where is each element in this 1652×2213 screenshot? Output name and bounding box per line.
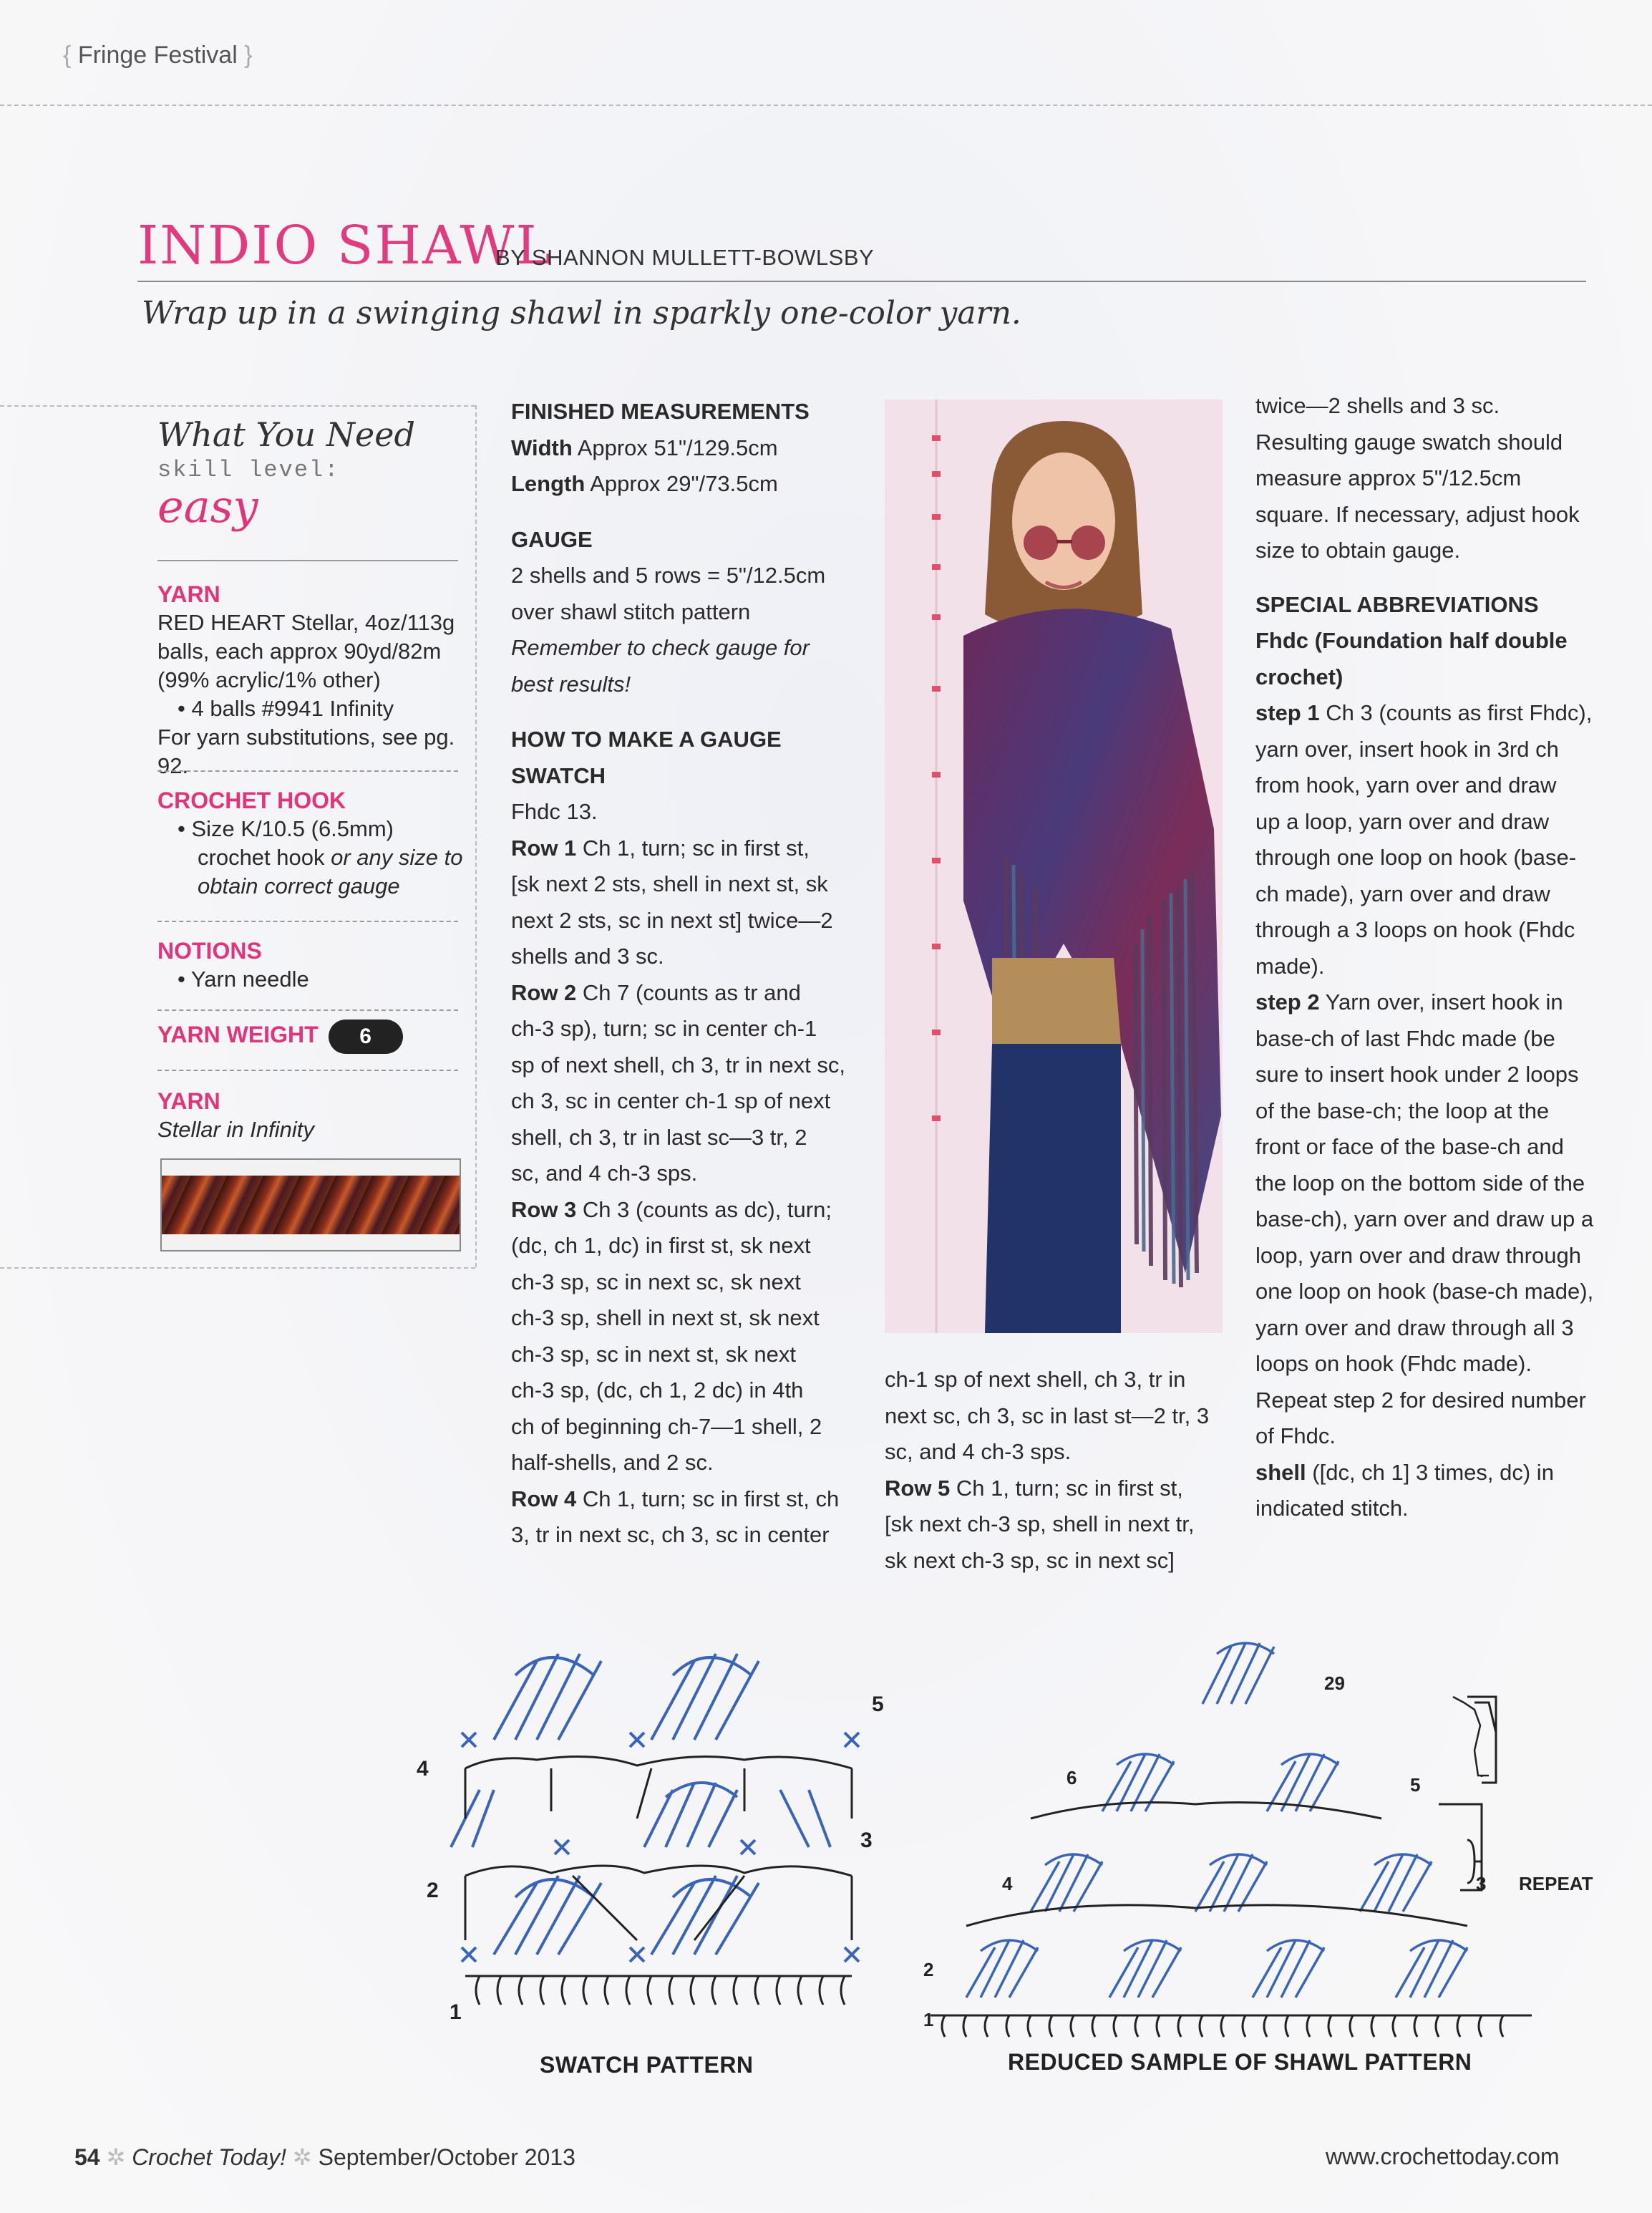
notions-line: • Yarn needle: [178, 967, 309, 992]
instruction-text: Fhdc 13.: [511, 799, 598, 824]
swatch-caption: SWATCH PATTERN: [540, 2052, 754, 2078]
instruction-text: from hook, yarn over and draw: [1255, 773, 1557, 798]
sidebar-divider: [157, 1070, 458, 1071]
column-abbreviations: [1255, 388, 1628, 1527]
instruction-line: [885, 1543, 1243, 1579]
instruction-text: ch-1 sp of next shell, ch 3, tr in: [885, 1367, 1186, 1392]
instruction-label: Row 1: [511, 835, 577, 861]
instruction-text: ch-3 sp, shell in next st, sk next: [511, 1305, 820, 1330]
instruction-line: [1255, 732, 1628, 768]
gauge-heading: GAUGE: [511, 526, 593, 552]
instruction-line: [511, 1047, 869, 1084]
hook-line: or any size to: [331, 845, 463, 870]
hook-line: • Size K/10.5 (6.5mm): [178, 816, 394, 841]
instruction-text: of the base-ch; the loop at the: [1255, 1098, 1550, 1123]
row-label: 29: [1324, 1672, 1345, 1694]
instruction-line: [1255, 1201, 1628, 1238]
instruction-text: sk next ch-3 sp, sc in next sc]: [885, 1547, 1175, 1573]
column-measurements: [511, 394, 869, 1554]
row-label: 1: [450, 2000, 462, 2024]
byline: BY SHANNON MULLETT-BOWLSBY: [495, 245, 875, 270]
yarn-line: (99% acrylic/1% other): [157, 667, 381, 692]
weight-heading: YARN WEIGHT: [157, 1022, 319, 1048]
header-divider: [0, 105, 1652, 106]
instruction-text: of Fhdc.: [1255, 1423, 1336, 1448]
instruction-line: [1255, 1238, 1628, 1274]
instruction-text: the loop on the bottom side of the: [1255, 1170, 1585, 1196]
hook-section: [157, 786, 472, 901]
gauge-result-line: size to obtain gauge.: [1255, 538, 1461, 563]
swatch-heading: SWATCH: [511, 762, 606, 788]
length-value: Approx 29"/73.5cm: [590, 471, 778, 496]
instruction-text: base-ch of last Fhdc made (be: [1255, 1025, 1555, 1051]
what-you-need-heading: What You Need: [157, 415, 415, 454]
instruction-text: Ch 3 (counts as first Fhdc),: [1319, 700, 1593, 725]
instruction-line: [511, 903, 869, 939]
width-label: Width: [511, 435, 573, 460]
fhdc-heading: Fhdc (Foundation half double: [1255, 628, 1568, 653]
sidebar-right-border: [475, 405, 477, 1267]
instruction-line: [1255, 1491, 1628, 1527]
section-tag: { Fringe Festival }: [63, 42, 253, 69]
yarn-line: For yarn substitutions, see pg. 92.: [157, 725, 455, 778]
instruction-line: [885, 1471, 1243, 1507]
yarn-line: RED HEART Stellar, 4oz/113g: [157, 610, 455, 635]
row-label: 3: [1476, 1873, 1487, 1894]
dek: Wrap up in a swinging shawl in sparkly one-color yarn.: [142, 295, 1021, 331]
instruction-text: (dc, ch 1, dc) in first st, sk next: [511, 1233, 811, 1258]
instruction-line: [885, 1506, 1243, 1543]
gauge-result-line: Resulting gauge swatch should: [1255, 429, 1563, 455]
instruction-text: yarn over and draw through all 3: [1255, 1314, 1574, 1340]
instruction-text: sp of next shell, ch 3, tr in next sc,: [511, 1052, 845, 1078]
instruction-text: through one loop on hook (base-: [1255, 845, 1577, 870]
instruction-text: Ch 7 (counts as tr and: [576, 979, 801, 1005]
instruction-text: ch 3, sc in center ch-1 sp of next: [511, 1088, 831, 1113]
swatch-instructions: [511, 794, 869, 1554]
instruction-line: [1255, 1382, 1628, 1419]
model-photo: [885, 399, 1223, 1333]
instruction-line: [511, 1445, 869, 1481]
instruction-text: through a 3 loops on hook (Fhdc: [1255, 917, 1575, 942]
notions-section: [157, 936, 472, 994]
title-rule: [137, 281, 1586, 282]
instruction-line: [1255, 1418, 1628, 1455]
swatch-pattern-diagram: [408, 1632, 895, 2033]
instruction-text: Ch 1, turn; sc in first st, ch: [576, 1486, 840, 1511]
instruction-text: up a loop, yarn over and draw: [1255, 808, 1550, 834]
instruction-line: [1255, 1310, 1628, 1347]
yarn-weight-badge: 6: [329, 1020, 403, 1054]
instruction-line: [511, 1192, 869, 1229]
instruction-text: sc, and 4 ch-3 sps.: [511, 1161, 698, 1186]
sidebar-rule: [157, 560, 458, 561]
instruction-text: next sc, ch 3, sc in last st—2 tr, 3: [885, 1403, 1210, 1428]
instruction-line: [1255, 840, 1628, 876]
instruction-line: [511, 1120, 869, 1156]
instruction-line: [885, 1398, 1243, 1435]
instruction-line: [1255, 1021, 1628, 1057]
instruction-label: shell: [1255, 1459, 1306, 1485]
instruction-line: [885, 1434, 1243, 1471]
instruction-line: [1255, 1057, 1628, 1093]
hook-line: crochet hook: [198, 845, 325, 870]
instruction-text: one loop on hook (base-ch made),: [1255, 1279, 1594, 1304]
fhdc-heading: crochet): [1255, 664, 1344, 689]
instruction-line: [511, 939, 869, 975]
abbreviations-heading: SPECIAL ABBREVIATIONS: [1255, 591, 1539, 617]
sidebar-divider: [157, 1009, 458, 1011]
row-label: 1: [923, 2009, 934, 2030]
page-number: 54: [74, 2144, 100, 2170]
instruction-line: [511, 1156, 869, 1192]
instruction-text: ([dc, ch 1] 3 times, dc) in: [1306, 1459, 1554, 1485]
gauge-note: best results!: [511, 671, 631, 697]
instruction-text: sure to insert hook under 2 loops: [1255, 1062, 1579, 1087]
instruction-line: [1255, 1166, 1628, 1202]
sidebar-divider: [157, 921, 458, 922]
row-label: 4: [1002, 1873, 1013, 1894]
column-continued: [885, 1362, 1243, 1579]
instruction-label: Row 5: [885, 1475, 951, 1501]
sidebar-top-border: [0, 405, 475, 407]
instruction-text: front or face of the base-ch and: [1255, 1134, 1564, 1159]
issue-date: September/October 2013: [318, 2144, 575, 2170]
hook-line: obtain correct gauge: [198, 873, 400, 899]
row-instructions: [885, 1362, 1243, 1579]
yarn-heading: YARN: [157, 581, 220, 607]
instruction-line: [1255, 984, 1628, 1021]
yarn-swatch-image: [160, 1158, 461, 1251]
swatch-heading: HOW TO MAKE A GAUGE: [511, 727, 782, 752]
instruction-label: Row 2: [511, 979, 577, 1005]
instruction-label: step 1: [1255, 700, 1320, 725]
gauge-result-line: square. If necessary, adjust hook: [1255, 501, 1580, 527]
instruction-line: [1255, 912, 1628, 949]
instruction-text: next 2 sts, sc in next st] twice—2: [511, 907, 833, 933]
yarn-line: • 4 balls #9941 Infinity: [178, 696, 394, 721]
gauge-note: Remember to check gauge for: [511, 635, 810, 660]
instruction-text: shell, ch 3, tr in last sc—3 tr, 2: [511, 1124, 807, 1150]
row-label: 5: [1410, 1774, 1421, 1796]
instruction-line: [511, 1409, 869, 1446]
sidebar-bottom-border: [0, 1267, 475, 1269]
shawl-pattern-diagram: [923, 1625, 1610, 2040]
footer-url: www.crochettoday.com: [1326, 2144, 1560, 2169]
notions-heading: NOTIONS: [157, 938, 262, 964]
instruction-line: [1255, 949, 1628, 985]
instruction-text: Ch 3 (counts as dc), turn;: [576, 1196, 832, 1222]
instruction-text: sc, and 4 ch-3 sps.: [885, 1439, 1072, 1464]
row-label: 2: [923, 1959, 934, 1980]
instruction-line: [1255, 695, 1628, 732]
instruction-label: Row 3: [511, 1196, 577, 1222]
instruction-line: [511, 866, 869, 903]
instruction-line: [511, 1300, 869, 1337]
row-label: 4: [417, 1757, 429, 1781]
instruction-text: ch-3 sp, (dc, ch 1, 2 dc) in 4th: [511, 1377, 804, 1403]
instruction-line: [1255, 1346, 1628, 1382]
instruction-line: [511, 1517, 869, 1554]
pattern-title: INDIO SHAWL: [137, 215, 553, 276]
instruction-text: ch of beginning ch-7—1 shell, 2: [511, 1413, 822, 1439]
skill-level-label: skill level:: [157, 457, 340, 483]
fhdc-steps: [1255, 695, 1628, 1527]
instruction-line: [511, 831, 869, 867]
gauge-result-line: twice—2 shells and 3 sc.: [1255, 393, 1500, 418]
yarn-line: balls, each approx 90yd/82m: [157, 639, 442, 664]
skill-level-value: easy: [157, 480, 258, 533]
instruction-text: base-ch), yarn over and draw up a: [1255, 1206, 1594, 1231]
instruction-line: [1255, 1093, 1628, 1130]
instruction-label: step 2: [1255, 989, 1320, 1015]
yarn2-heading: YARN: [157, 1088, 220, 1114]
instruction-text: indicated stitch.: [1255, 1496, 1409, 1521]
instruction-line: [1255, 1129, 1628, 1166]
instruction-text: Repeat step 2 for desired number: [1255, 1387, 1586, 1413]
yarn-sample-section: [157, 1087, 472, 1144]
instruction-text: [sk next 2 sts, shell in next st, sk: [511, 871, 828, 896]
instruction-line: [1255, 1455, 1628, 1491]
what-you-need: [157, 415, 458, 533]
instruction-text: [sk next ch-3 sp, shell in next tr,: [885, 1511, 1195, 1536]
instruction-text: shells and 3 sc.: [511, 944, 664, 969]
shawl-caption: REDUCED SAMPLE OF SHAWL PATTERN: [1008, 2049, 1472, 2075]
sidebar-divider: [157, 770, 458, 772]
model-photo-illustration: [885, 399, 1223, 1333]
weight-section: [157, 1020, 472, 1054]
yarn2-name: Stellar in Infinity: [157, 1117, 314, 1142]
instruction-text: 3, tr in next sc, ch 3, sc in center: [511, 1522, 830, 1547]
instruction-text: made).: [1255, 953, 1325, 979]
instruction-line: [1255, 1274, 1628, 1310]
row-label: 2: [427, 1879, 439, 1902]
instruction-text: Ch 1, turn; sc in first st,: [576, 835, 810, 861]
instruction-line: [1255, 767, 1628, 804]
instruction-label: Row 4: [511, 1486, 577, 1511]
instruction-text: ch-3 sp), turn; sc in center ch-1: [511, 1016, 817, 1041]
gauge-result-line: measure approx 5"/12.5cm: [1255, 465, 1522, 490]
gauge-line: over shawl stitch pattern: [511, 599, 751, 624]
instruction-line: [1255, 876, 1628, 913]
instruction-line: [511, 1337, 869, 1373]
instruction-line: [885, 1362, 1243, 1398]
magazine-name: Crochet Today!: [132, 2144, 287, 2170]
instruction-text: ch-3 sp, sc in next st, sk next: [511, 1341, 796, 1367]
instruction-text: ch-3 sp, sc in next sc, sk next: [511, 1269, 801, 1294]
hook-heading: CROCHET HOOK: [157, 788, 346, 813]
row-label: 5: [872, 1693, 884, 1716]
instruction-line: [511, 1011, 869, 1047]
instruction-text: ch made), yarn over and draw: [1255, 881, 1550, 906]
instruction-line: [511, 1372, 869, 1409]
instruction-text: loops on hook (Fhdc made).: [1255, 1351, 1532, 1376]
instruction-text: half-shells, and 2 sc.: [511, 1450, 714, 1475]
instruction-line: [511, 1264, 869, 1301]
instruction-line: [511, 975, 869, 1012]
instruction-line: [511, 1228, 869, 1264]
gauge-line: 2 shells and 5 rows = 5"/12.5cm: [511, 563, 826, 588]
instruction-line: [1255, 804, 1628, 841]
instruction-text: Ch 1, turn; sc in first st,: [950, 1475, 1183, 1501]
finished-heading: FINISHED MEASUREMENTS: [511, 399, 810, 424]
section-tag-label: Fringe Festival: [77, 42, 238, 69]
repeat-label: REPEAT: [1519, 1873, 1593, 1894]
footer-left: 54 ✲ Crochet Today! ✲ September/October 2013: [74, 2144, 575, 2170]
instruction-line: [511, 794, 869, 831]
yarn-section: [157, 580, 472, 780]
instruction-text: yarn over, insert hook in 3rd ch: [1255, 736, 1559, 762]
instruction-text: loop, yarn over and draw through: [1255, 1242, 1581, 1268]
row-label: 6: [1066, 1767, 1077, 1788]
width-value: Approx 51"/129.5cm: [577, 435, 778, 460]
length-label: Length: [511, 471, 586, 496]
instruction-text: Yarn over, insert hook in: [1319, 989, 1563, 1015]
instruction-line: [511, 1083, 869, 1120]
row-label: 3: [860, 1829, 873, 1852]
instruction-line: [511, 1481, 869, 1518]
